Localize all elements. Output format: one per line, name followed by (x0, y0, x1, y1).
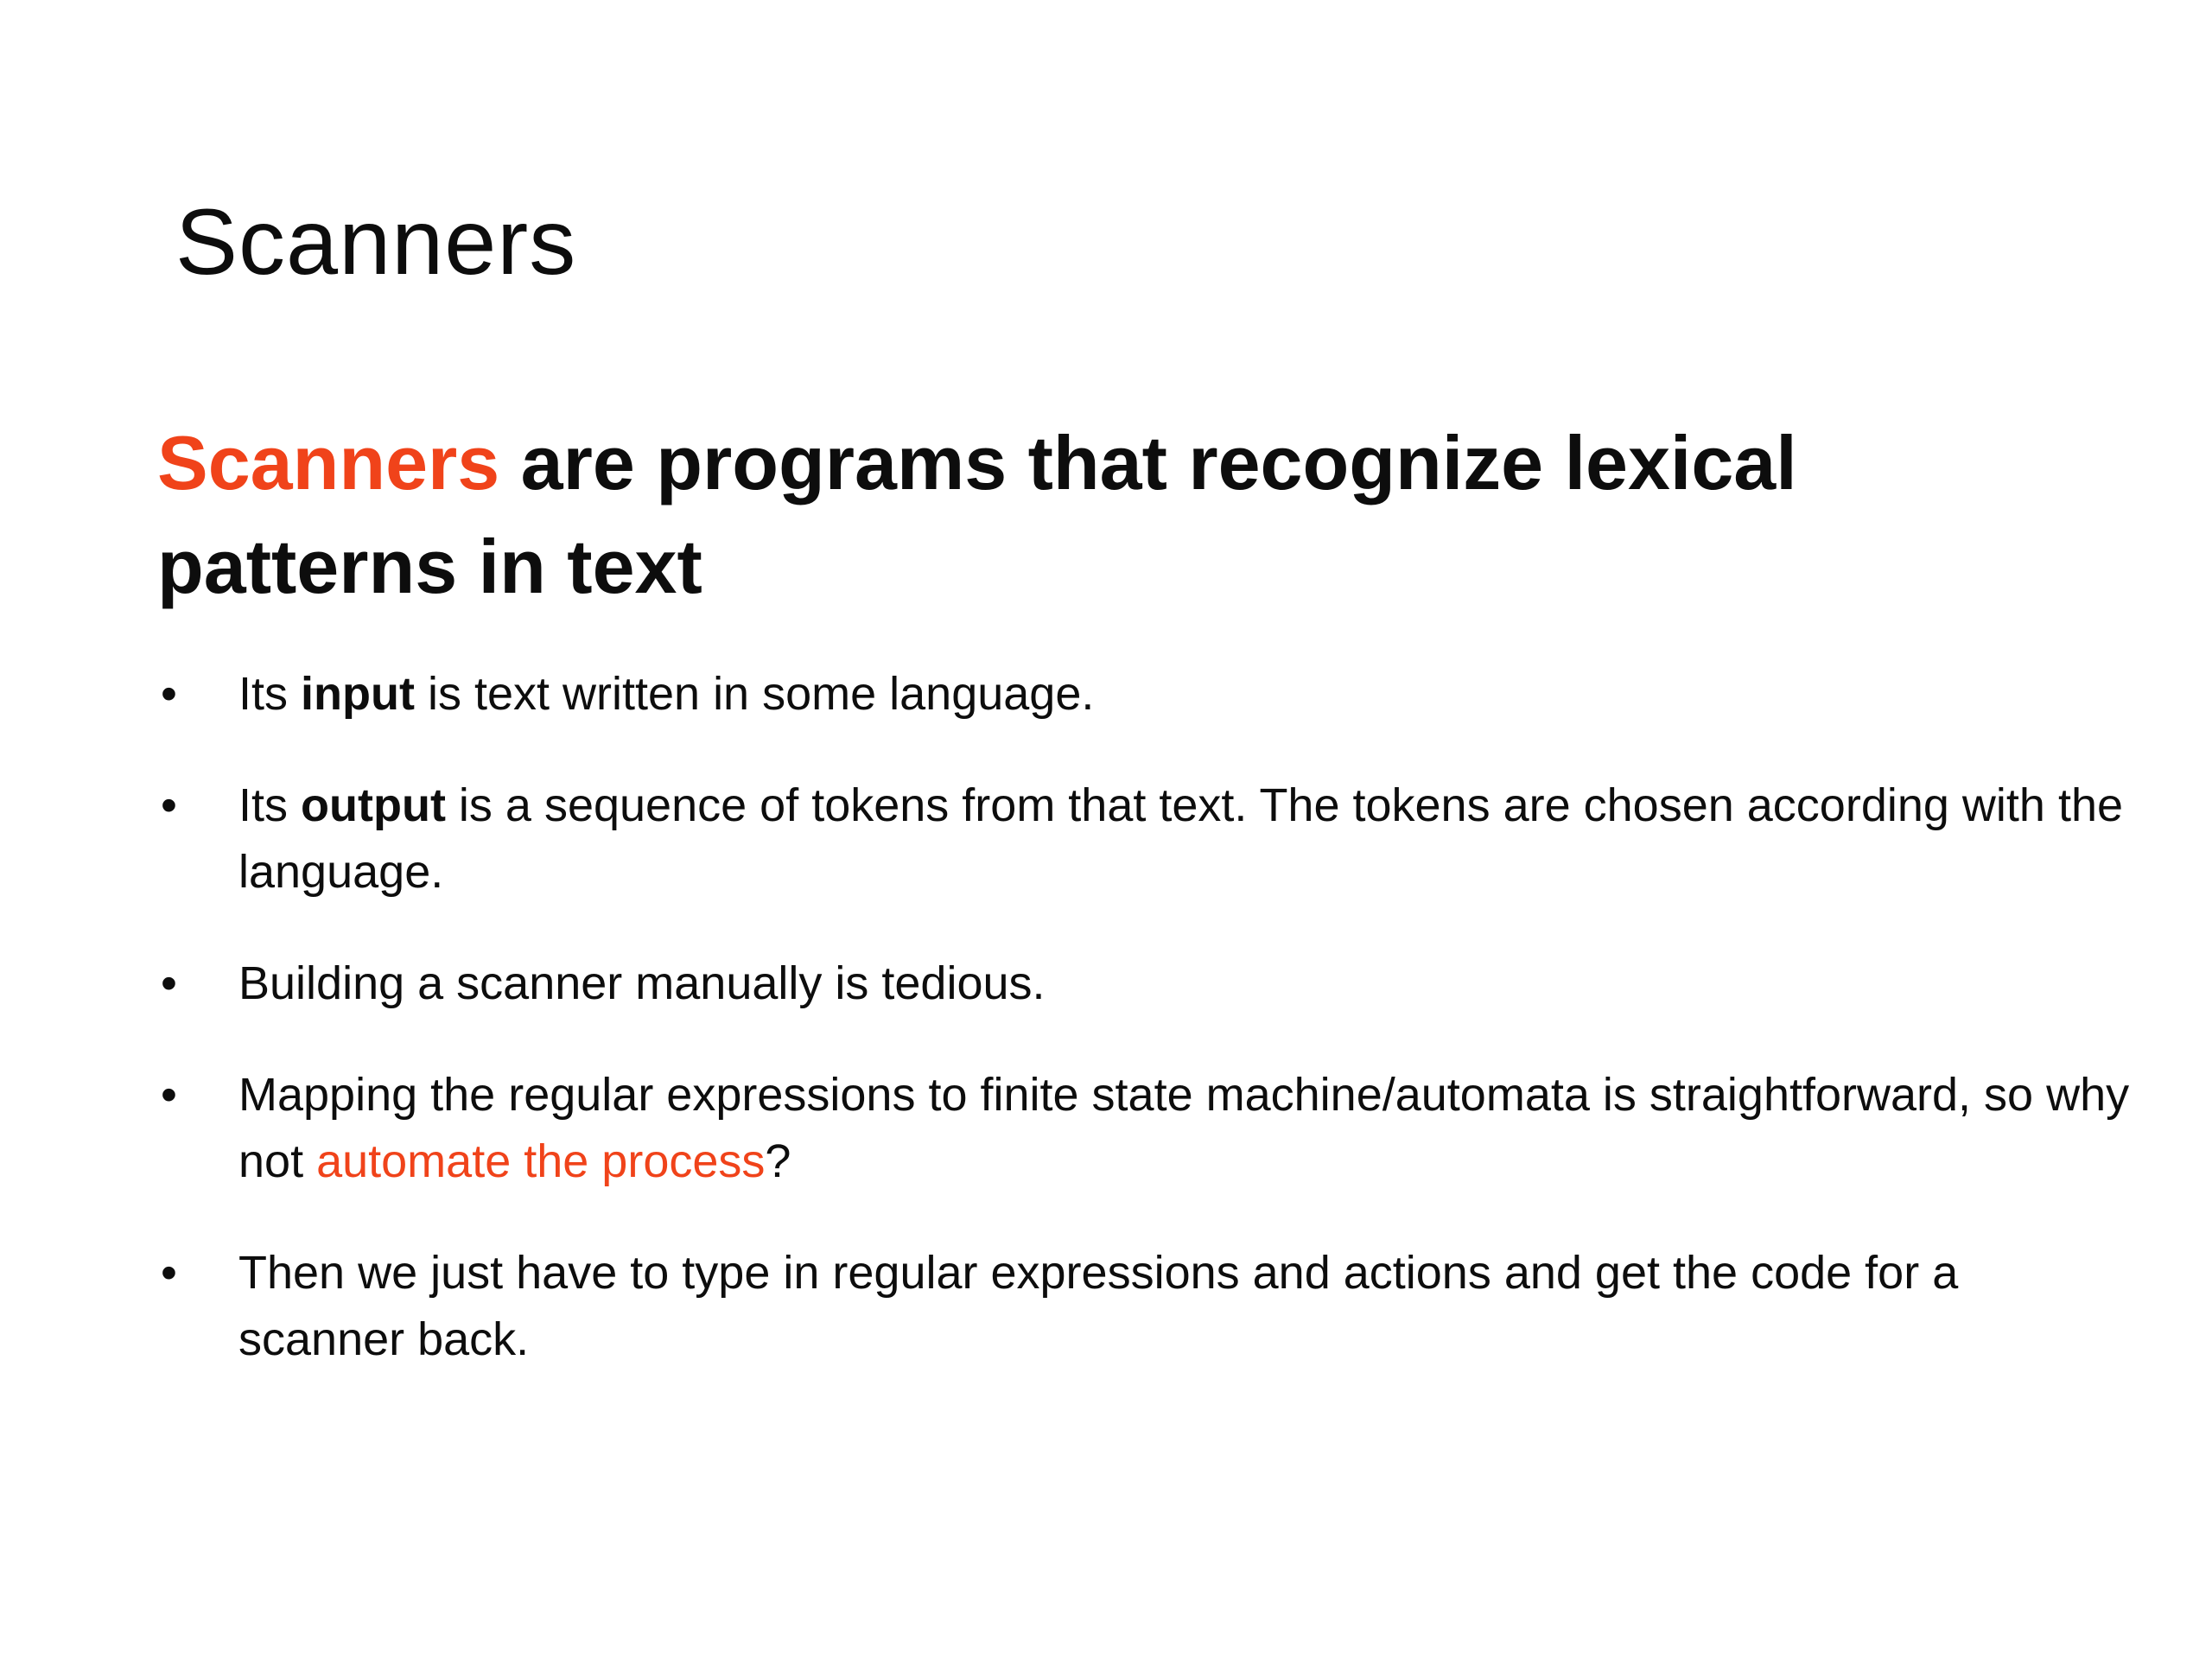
headline-accent: Scanners (157, 420, 500, 505)
bullet-mapping (157, 1062, 2136, 1195)
bullet-then (157, 1240, 2136, 1373)
bullet-dot: • (161, 1069, 177, 1121)
headline (157, 411, 2058, 619)
bullet-tedious (157, 950, 2136, 1017)
bullet-dot: • (161, 779, 177, 831)
bullet-text-pre: Its (238, 779, 302, 831)
bullet-text-post: is a sequence of tokens from that text. The tokens are chosen according with the language. (238, 779, 2124, 898)
bullet-text-pre: Its (238, 668, 302, 720)
bullet-text-bold: input (301, 668, 415, 720)
bullet-text-bold: output (301, 779, 446, 831)
slide-title: Scanners (175, 189, 577, 294)
bullet-text-accent: automate the process (316, 1135, 766, 1187)
bullet-text-pre: Mapping the regular expressions to finite state machine/automata is straightforward, so why not (238, 1069, 2130, 1187)
bullet-text: Then we just have to type in regular expressions and actions and get the code for a scanner back. (238, 1247, 1959, 1365)
bullet-text: Building a scanner manually is tedious. (238, 957, 1046, 1009)
bullet-output (157, 772, 2136, 906)
bullet-text-post: ? (765, 1135, 791, 1187)
headline-rest: are programs that recognize lexical patterns in text (157, 420, 1797, 609)
bullet-dot: • (161, 957, 177, 1009)
bullet-dot: • (161, 1247, 177, 1299)
bullet-input (157, 661, 2136, 728)
bullet-list (157, 661, 2136, 1418)
bullet-text-post: is text written in some language. (414, 668, 1095, 720)
bullet-dot: • (161, 668, 177, 720)
